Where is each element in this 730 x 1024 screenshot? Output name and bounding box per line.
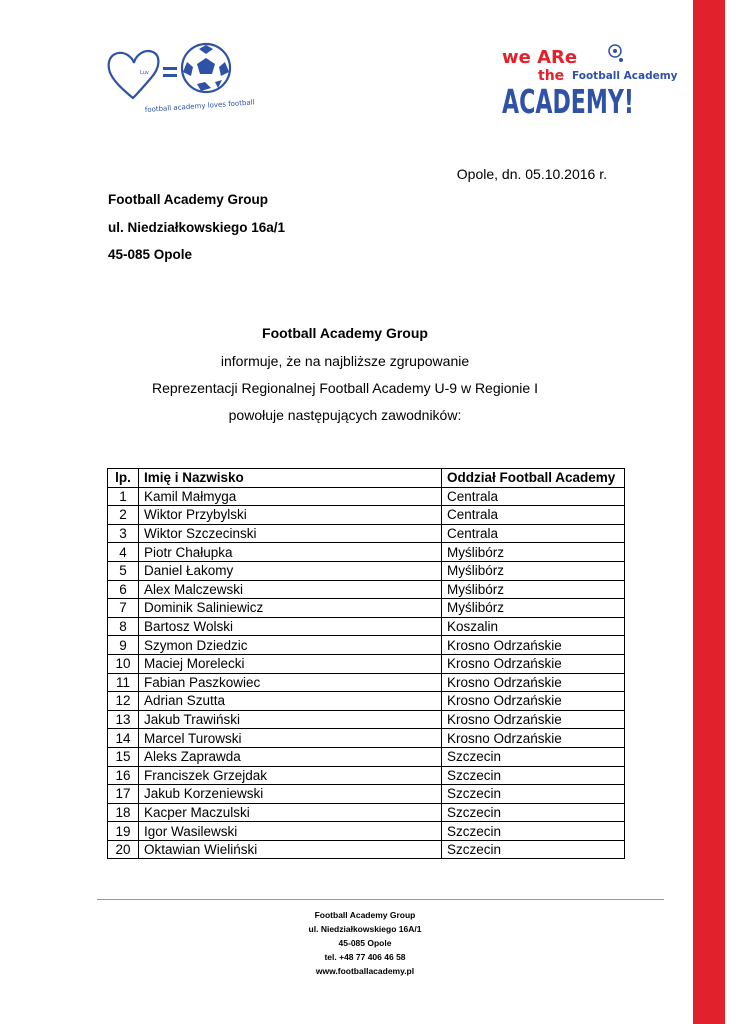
cell-player-name: Maciej Morelecki bbox=[139, 654, 442, 673]
cell-player-name: Daniel Łakomy bbox=[139, 561, 442, 580]
cell-player-name: Adrian Szutta bbox=[139, 692, 442, 711]
cell-player-name: Wiktor Szczecinski bbox=[139, 524, 442, 543]
cell-lp: 20 bbox=[108, 840, 139, 859]
cell-lp: 3 bbox=[108, 524, 139, 543]
cell-player-name: Igor Wasilewski bbox=[139, 822, 442, 841]
header-branch: Oddział Football Academy bbox=[442, 469, 625, 488]
table-row bbox=[108, 617, 625, 636]
cell-branch: Centrala bbox=[442, 506, 625, 525]
cell-player-name: Alex Malczewski bbox=[139, 580, 442, 599]
cell-branch: Krosno Odrzańskie bbox=[442, 729, 625, 748]
cell-player-name: Bartosz Wolski bbox=[139, 617, 442, 636]
cell-branch: Krosno Odrzańskie bbox=[442, 636, 625, 655]
table-row bbox=[108, 692, 625, 711]
cell-player-name: Dominik Saliniewicz bbox=[139, 599, 442, 618]
announcement-title: Football Academy Group bbox=[262, 325, 428, 341]
cell-lp: 11 bbox=[108, 673, 139, 692]
cell-branch: Krosno Odrzańskie bbox=[442, 654, 625, 673]
table-row bbox=[108, 543, 625, 562]
cell-branch: Szczecin bbox=[442, 840, 625, 859]
cell-lp: 17 bbox=[108, 785, 139, 804]
cell-lp: 5 bbox=[108, 561, 139, 580]
table-row bbox=[108, 822, 625, 841]
table-row bbox=[108, 599, 625, 618]
cell-branch: Koszalin bbox=[442, 617, 625, 636]
cell-player-name: Piotr Chałupka bbox=[139, 543, 442, 562]
cell-player-name: Aleks Zaprawda bbox=[139, 747, 442, 766]
cell-player-name: Kacper Maczulski bbox=[139, 803, 442, 822]
date-line: Opole, dn. 05.10.2016 r. bbox=[456, 166, 607, 182]
cell-lp: 1 bbox=[108, 487, 139, 506]
cell-lp: 13 bbox=[108, 710, 139, 729]
header-lp: lp. bbox=[108, 469, 139, 488]
cell-player-name: Kamil Małmyga bbox=[139, 487, 442, 506]
cell-branch: Szczecin bbox=[442, 822, 625, 841]
sender-street: ul. Niedziałkowskiego 16a/1 bbox=[108, 220, 286, 235]
logo-we-are: we ARe bbox=[502, 47, 578, 68]
footer-website: www.footballacademy.pl bbox=[315, 966, 415, 976]
cell-lp: 8 bbox=[108, 617, 139, 636]
table-row bbox=[108, 785, 625, 804]
cell-branch: Szczecin bbox=[442, 766, 625, 785]
table-row bbox=[108, 487, 625, 506]
sender-name: Football Academy Group bbox=[108, 192, 269, 207]
cell-lp: 9 bbox=[108, 636, 139, 655]
logo-football-academy: Football Academy bbox=[572, 70, 678, 82]
cell-branch: Myślibórz bbox=[442, 543, 625, 562]
red-edge-bar bbox=[693, 0, 725, 1024]
footer-name: Football Academy Group bbox=[314, 910, 416, 920]
cell-branch: Krosno Odrzańskie bbox=[442, 673, 625, 692]
table-row bbox=[108, 524, 625, 543]
table-row bbox=[108, 561, 625, 580]
table-row bbox=[108, 580, 625, 599]
left-logo-tagline: football academy loves football bbox=[144, 98, 255, 114]
cell-player-name: Szymon Dziedzic bbox=[139, 636, 442, 655]
table-row bbox=[108, 766, 625, 785]
table-row bbox=[108, 729, 625, 748]
table-row bbox=[108, 840, 625, 859]
academy-logo bbox=[500, 40, 678, 121]
logo-academy: ACADEMY! bbox=[502, 82, 634, 121]
cell-branch: Myślibórz bbox=[442, 599, 625, 618]
cell-lp: 14 bbox=[108, 729, 139, 748]
cell-lp: 18 bbox=[108, 803, 139, 822]
table-header-row bbox=[108, 469, 625, 488]
table-row bbox=[108, 654, 625, 673]
table-row bbox=[108, 710, 625, 729]
sender-city: 45-085 Opole bbox=[108, 247, 193, 262]
cell-branch: Szczecin bbox=[442, 747, 625, 766]
cell-player-name: Jakub Trawiński bbox=[139, 710, 442, 729]
cell-branch: Szczecin bbox=[442, 803, 625, 822]
footer-divider bbox=[97, 899, 664, 900]
table-row bbox=[108, 506, 625, 525]
heart-equals-ball-logo bbox=[103, 40, 253, 120]
svg-text:Luv: Luv bbox=[140, 70, 149, 76]
cell-lp: 19 bbox=[108, 822, 139, 841]
table-row bbox=[108, 747, 625, 766]
announcement-line-2: Reprezentacji Regionalnej Football Academy U-9 w Regionie I bbox=[152, 380, 538, 396]
cell-lp: 10 bbox=[108, 654, 139, 673]
cell-branch: Centrala bbox=[442, 487, 625, 506]
table-row bbox=[108, 803, 625, 822]
cell-player-name: Marcel Turowski bbox=[139, 729, 442, 748]
cell-lp: 12 bbox=[108, 692, 139, 711]
cell-player-name: Wiktor Przybylski bbox=[139, 506, 442, 525]
cell-lp: 4 bbox=[108, 543, 139, 562]
cell-branch: Myślibórz bbox=[442, 561, 625, 580]
cell-branch: Myślibórz bbox=[442, 580, 625, 599]
players-table bbox=[107, 468, 625, 859]
cell-branch: Krosno Odrzańskie bbox=[442, 710, 625, 729]
header-name: Imię i Nazwisko bbox=[139, 469, 442, 488]
cell-player-name: Oktawian Wieliński bbox=[139, 840, 442, 859]
cell-branch: Szczecin bbox=[442, 785, 625, 804]
cell-player-name: Jakub Korzeniewski bbox=[139, 785, 442, 804]
table-row bbox=[108, 673, 625, 692]
cell-lp: 16 bbox=[108, 766, 139, 785]
table-row bbox=[108, 636, 625, 655]
cell-player-name: Fabian Paszkowiec bbox=[139, 673, 442, 692]
cell-lp: 15 bbox=[108, 747, 139, 766]
announcement-line-1: informuje, że na najbliższe zgrupowanie bbox=[220, 353, 470, 369]
cell-branch: Centrala bbox=[442, 524, 625, 543]
announcement-line-3: powołuje następujących zawodników: bbox=[228, 407, 462, 423]
cell-player-name: Franciszek Grzejdak bbox=[139, 766, 442, 785]
cell-lp: 2 bbox=[108, 506, 139, 525]
footer-phone: tel. +48 77 406 46 58 bbox=[324, 952, 406, 962]
cell-lp: 6 bbox=[108, 580, 139, 599]
cell-lp: 7 bbox=[108, 599, 139, 618]
cell-branch: Krosno Odrzańskie bbox=[442, 692, 625, 711]
footer-city: 45-085 Opole bbox=[338, 938, 392, 948]
logo-the: the bbox=[538, 68, 565, 84]
footer-street: ul. Niedziałkowskiego 16A/1 bbox=[308, 924, 422, 934]
